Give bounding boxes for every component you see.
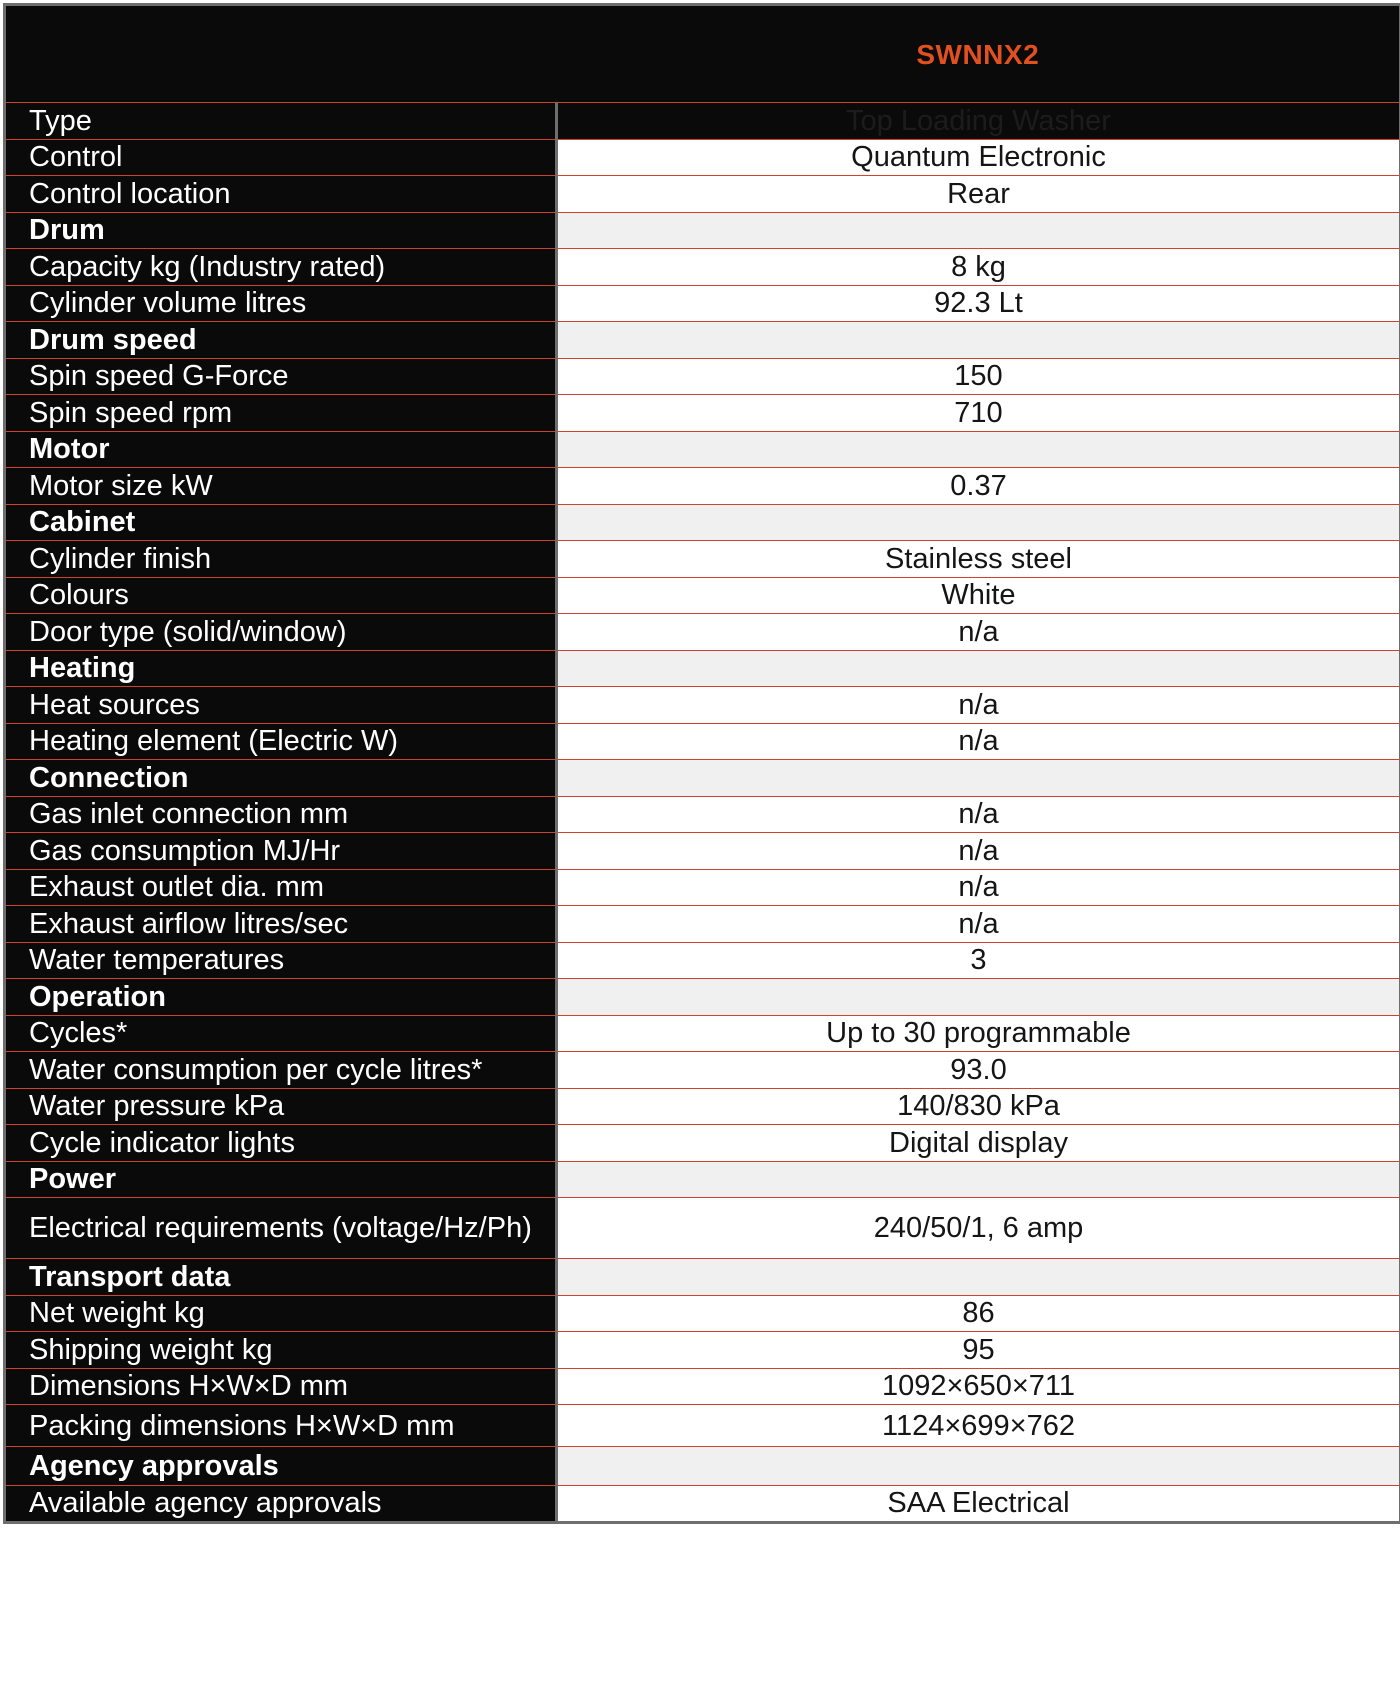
section-row bbox=[5, 504, 1400, 541]
spec-value: Up to 30 programmable bbox=[557, 1015, 1400, 1052]
spec-value: n/a bbox=[557, 906, 1400, 943]
spec-label: Dimensions H×W×D mm bbox=[5, 1368, 557, 1405]
table-row bbox=[5, 1368, 1400, 1405]
table-row bbox=[5, 1125, 1400, 1162]
table-row bbox=[5, 796, 1400, 833]
spec-value: 710 bbox=[557, 395, 1400, 432]
spec-label: Type bbox=[5, 103, 557, 140]
spec-value: 86 bbox=[557, 1295, 1400, 1332]
section-blank-cell bbox=[557, 431, 1400, 468]
table-row bbox=[5, 723, 1400, 760]
section-blank-cell bbox=[557, 760, 1400, 797]
table-row bbox=[5, 1015, 1400, 1052]
spec-label: Exhaust outlet dia. mm bbox=[5, 869, 557, 906]
spec-value: Stainless steel bbox=[557, 541, 1400, 578]
spec-label: Door type (solid/window) bbox=[5, 614, 557, 651]
spec-label: Cycles* bbox=[5, 1015, 557, 1052]
table-row bbox=[5, 176, 1400, 213]
spec-value: Top Loading Washer bbox=[557, 103, 1400, 140]
spec-value: Rear bbox=[557, 176, 1400, 213]
table-row bbox=[5, 139, 1400, 176]
spec-value: n/a bbox=[557, 614, 1400, 651]
section-row bbox=[5, 1447, 1400, 1486]
spec-label: Available agency approvals bbox=[5, 1486, 557, 1523]
spec-value: n/a bbox=[557, 869, 1400, 906]
spec-label: Water pressure kPa bbox=[5, 1088, 557, 1125]
spec-label: Capacity kg (Industry rated) bbox=[5, 249, 557, 286]
model-name-heading: SWNNX2 bbox=[557, 5, 1400, 103]
spec-value: 150 bbox=[557, 358, 1400, 395]
spec-label: Electrical requirements (voltage/Hz/Ph) bbox=[5, 1198, 557, 1259]
table-row bbox=[5, 541, 1400, 578]
header-blank-cell bbox=[5, 5, 557, 103]
spec-label: Gas consumption MJ/Hr bbox=[5, 833, 557, 870]
specification-table bbox=[3, 3, 1400, 1524]
section-row bbox=[5, 979, 1400, 1016]
section-heading: Drum speed bbox=[5, 322, 557, 359]
section-heading: Drum bbox=[5, 212, 557, 249]
spec-value: n/a bbox=[557, 833, 1400, 870]
table-row bbox=[5, 869, 1400, 906]
spec-value: White bbox=[557, 577, 1400, 614]
table-row bbox=[5, 1295, 1400, 1332]
table-row bbox=[5, 577, 1400, 614]
spec-label: Exhaust airflow litres/sec bbox=[5, 906, 557, 943]
spec-label: Water consumption per cycle litres* bbox=[5, 1052, 557, 1089]
section-heading: Power bbox=[5, 1161, 557, 1198]
section-blank-cell bbox=[557, 504, 1400, 541]
table-row bbox=[5, 942, 1400, 979]
spec-value: 240/50/1, 6 amp bbox=[557, 1198, 1400, 1259]
section-row bbox=[5, 1161, 1400, 1198]
spec-value: 3 bbox=[557, 942, 1400, 979]
spec-value: 1092×650×711 bbox=[557, 1368, 1400, 1405]
table-row bbox=[5, 1405, 1400, 1447]
section-blank-cell bbox=[557, 212, 1400, 249]
spec-label: Spin speed G-Force bbox=[5, 358, 557, 395]
spec-label: Cycle indicator lights bbox=[5, 1125, 557, 1162]
spec-value: 93.0 bbox=[557, 1052, 1400, 1089]
spec-value: 0.37 bbox=[557, 468, 1400, 505]
table-row bbox=[5, 1198, 1400, 1259]
section-heading: Agency approvals bbox=[5, 1447, 557, 1486]
table-row bbox=[5, 906, 1400, 943]
table-header-row bbox=[5, 5, 1400, 103]
section-row bbox=[5, 212, 1400, 249]
section-heading: Connection bbox=[5, 760, 557, 797]
section-row bbox=[5, 431, 1400, 468]
spec-value: n/a bbox=[557, 723, 1400, 760]
spec-label: Cylinder finish bbox=[5, 541, 557, 578]
spec-value: n/a bbox=[557, 687, 1400, 724]
spec-label: Control location bbox=[5, 176, 557, 213]
table-row bbox=[5, 285, 1400, 322]
spec-value: Digital display bbox=[557, 1125, 1400, 1162]
table-row bbox=[5, 395, 1400, 432]
spec-value: 140/830 kPa bbox=[557, 1088, 1400, 1125]
spec-label: Motor size kW bbox=[5, 468, 557, 505]
section-row bbox=[5, 1259, 1400, 1296]
table-row bbox=[5, 687, 1400, 724]
spec-label: Control bbox=[5, 139, 557, 176]
spec-label: Cylinder volume litres bbox=[5, 285, 557, 322]
section-blank-cell bbox=[557, 1259, 1400, 1296]
table-row bbox=[5, 249, 1400, 286]
section-blank-cell bbox=[557, 322, 1400, 359]
spec-label: Heat sources bbox=[5, 687, 557, 724]
spec-value: 1124×699×762 bbox=[557, 1405, 1400, 1447]
table-row bbox=[5, 833, 1400, 870]
section-row bbox=[5, 322, 1400, 359]
spec-label: Net weight kg bbox=[5, 1295, 557, 1332]
table-row bbox=[5, 103, 1400, 140]
section-heading: Operation bbox=[5, 979, 557, 1016]
spec-label: Gas inlet connection mm bbox=[5, 796, 557, 833]
spec-label: Spin speed rpm bbox=[5, 395, 557, 432]
spec-value: 8 kg bbox=[557, 249, 1400, 286]
spec-value: n/a bbox=[557, 796, 1400, 833]
spec-label: Colours bbox=[5, 577, 557, 614]
section-blank-cell bbox=[557, 1161, 1400, 1198]
spec-value: SAA Electrical bbox=[557, 1486, 1400, 1523]
table-row bbox=[5, 1486, 1400, 1523]
table-row bbox=[5, 1332, 1400, 1369]
section-blank-cell bbox=[557, 650, 1400, 687]
section-heading: Cabinet bbox=[5, 504, 557, 541]
table-row bbox=[5, 1052, 1400, 1089]
section-blank-cell bbox=[557, 979, 1400, 1016]
table-row bbox=[5, 468, 1400, 505]
spec-value: 92.3 Lt bbox=[557, 285, 1400, 322]
section-heading: Transport data bbox=[5, 1259, 557, 1296]
table-row bbox=[5, 614, 1400, 651]
section-row bbox=[5, 650, 1400, 687]
specification-table-body bbox=[5, 5, 1400, 1523]
section-blank-cell bbox=[557, 1447, 1400, 1486]
section-heading: Heating bbox=[5, 650, 557, 687]
table-row bbox=[5, 1088, 1400, 1125]
section-row bbox=[5, 760, 1400, 797]
table-row bbox=[5, 358, 1400, 395]
spec-label: Packing dimensions H×W×D mm bbox=[5, 1405, 557, 1447]
spec-label: Water temperatures bbox=[5, 942, 557, 979]
spec-value: 95 bbox=[557, 1332, 1400, 1369]
section-heading: Motor bbox=[5, 431, 557, 468]
spec-label: Heating element (Electric W) bbox=[5, 723, 557, 760]
spec-value: Quantum Electronic bbox=[557, 139, 1400, 176]
spec-label: Shipping weight kg bbox=[5, 1332, 557, 1369]
